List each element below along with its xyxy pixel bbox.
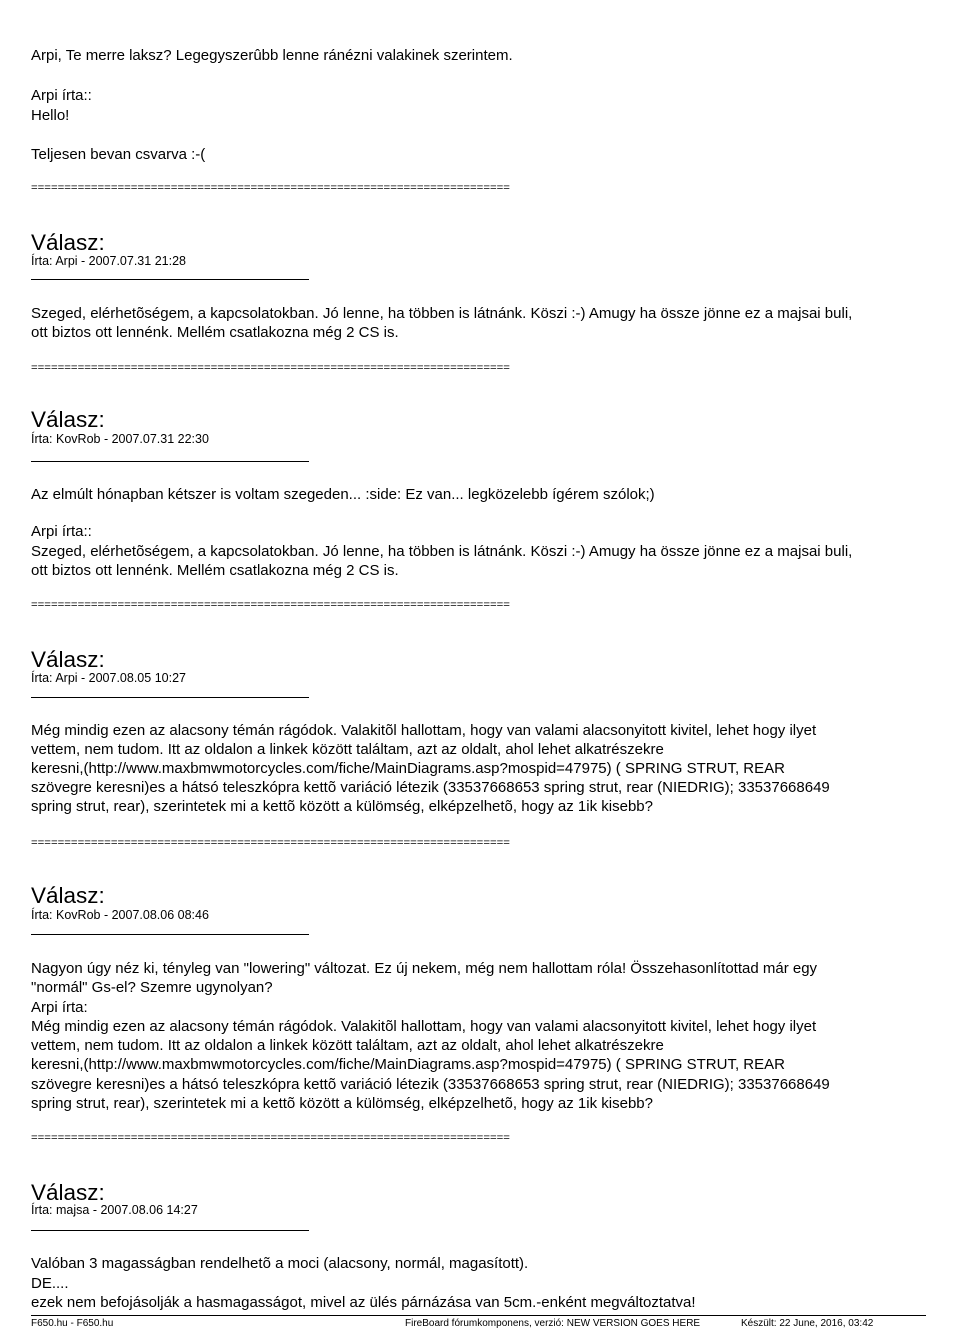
reply-divider — [31, 1230, 309, 1231]
reply-meta: Írta: KovRob - 2007.07.31 22:30 — [31, 432, 209, 446]
quote-text-line: Hello! — [31, 107, 70, 124]
quote-text-line: szövegre keresni)es a hátsó teleszkópra kettõ variáció létezik (33537668653 spring strut, rear (NIEDRIG); 33537668649 — [31, 1076, 830, 1093]
separator: ======================================================================== — [31, 1132, 510, 1144]
post-text-line: Az elmúlt hónapban kétszer is voltam szegeden... :side: Ez van... legközelebb ígérem szólok;) — [31, 486, 655, 503]
separator: ======================================================================== — [31, 599, 510, 611]
post-text-line: Nagyon úgy néz ki, tényleg van "lowering" változat. Ez új nekem, még nem hallottam róla! Összehasonlítottad már egy — [31, 960, 818, 977]
quote-text-line: Szeged, elérhetõségem, a kapcsolatokban. Jó lenne, ha többen is látnánk. Köszi :-) Amugy ha össze jönne ez a majsai buli, — [31, 543, 853, 560]
post-text-line: spring strut, rear), szerintetek mi a kettõ között a külömség, elképzelhetõ, hogy az 1ik kisebb? — [31, 798, 653, 815]
separator: ======================================================================== — [31, 837, 510, 849]
post-text-line: Valóban 3 magasságban rendelhetõ a moci (alacsony, normál, magasított). — [31, 1255, 529, 1272]
post-text-line: ott biztos ott lennénk. Mellém csatlakozna még 2 CS is. — [31, 324, 399, 341]
reply-heading: Válasz: — [31, 407, 105, 432]
separator: ======================================================================== — [31, 182, 510, 194]
reply-meta: Írta: Arpi - 2007.08.05 10:27 — [31, 671, 186, 685]
separator: ======================================================================== — [31, 362, 510, 374]
quote-text-line: vettem, nem tudom. Itt az oldalon a linkek között találtam, azt az oldalt, ahol lehet alkatrészekre — [31, 1037, 664, 1054]
footer-generated: Készült: 22 June, 2016, 03:42 — [741, 1318, 874, 1329]
post-text-line: Arpi, Te merre laksz? Legegyszerûbb lenne ránézni valakinek szerintem. — [31, 47, 513, 64]
reply-heading: Válasz: — [31, 230, 105, 255]
reply-heading: Válasz: — [31, 1180, 105, 1205]
post-text-line: "normál" Gs-el? Szemre ugynolyan? — [31, 979, 273, 996]
post-text-line: keresni,(http://www.maxbmwmotorcycles.com/fiche/MainDiagrams.asp?mospid=47975) ( SPRING STRUT, REAR — [31, 760, 785, 777]
post-text-line: vettem, nem tudom. Itt az oldalon a linkek között találtam, azt az oldalt, ahol lehet alkatrészekre — [31, 741, 664, 758]
post-text-line: Még mindig ezen az alacsony témán rágódok. Valakitõl hallottam, hogy van valami alacsonyitott kivitel, lehet hogy ilyet — [31, 722, 817, 739]
quote-author: Arpi írta:: — [31, 87, 92, 104]
reply-heading: Válasz: — [31, 883, 105, 908]
quote-text-line: Még mindig ezen az alacsony témán rágódok. Valakitõl hallottam, hogy van valami alacsonyitott kivitel, lehet hogy ilyet — [31, 1018, 817, 1035]
post-text-line: DE.... — [31, 1275, 69, 1292]
quote-text-line: keresni,(http://www.maxbmwmotorcycles.com/fiche/MainDiagrams.asp?mospid=47975) ( SPRING STRUT, REAR — [31, 1056, 785, 1073]
post-text-line: Szeged, elérhetõségem, a kapcsolatokban. Jó lenne, ha többen is látnánk. Köszi :-) Amugy ha össze jönne ez a majsai buli, — [31, 305, 853, 322]
post-text-line: szövegre keresni)es a hátsó teleszkópra kettõ variáció létezik (33537668653 spring strut, rear (NIEDRIG); 33537668649 — [31, 779, 830, 796]
quote-text-line: Teljesen bevan csvarva :-( — [31, 146, 206, 163]
reply-meta: Írta: Arpi - 2007.07.31 21:28 — [31, 254, 186, 268]
quote-author: Arpi írta:: — [31, 523, 92, 540]
footer-divider — [31, 1315, 926, 1316]
reply-meta: Írta: KovRob - 2007.08.06 08:46 — [31, 908, 209, 922]
quote-author: Arpi írta: — [31, 999, 88, 1016]
reply-meta: Írta: majsa - 2007.08.06 14:27 — [31, 1203, 198, 1217]
quote-text-line: spring strut, rear), szerintetek mi a kettõ között a külömség, elképzelhetõ, hogy az 1ik kisebb? — [31, 1095, 653, 1112]
footer-component: FireBoard fórumkomponens, verzió: NEW VERSION GOES HERE — [405, 1318, 701, 1329]
quote-text-line: ott biztos ott lennénk. Mellém csatlakozna még 2 CS is. — [31, 562, 399, 579]
reply-divider — [31, 934, 309, 935]
reply-heading: Válasz: — [31, 647, 105, 672]
footer-site: F650.hu - F650.hu — [31, 1318, 114, 1329]
reply-divider — [31, 461, 309, 462]
post-text-line: ezek nem befojásolják a hasmagasságot, mivel az ülés párnázása van 5cm.-enként megváltoztatva! — [31, 1294, 696, 1311]
reply-divider — [31, 697, 309, 698]
reply-divider — [31, 279, 309, 280]
